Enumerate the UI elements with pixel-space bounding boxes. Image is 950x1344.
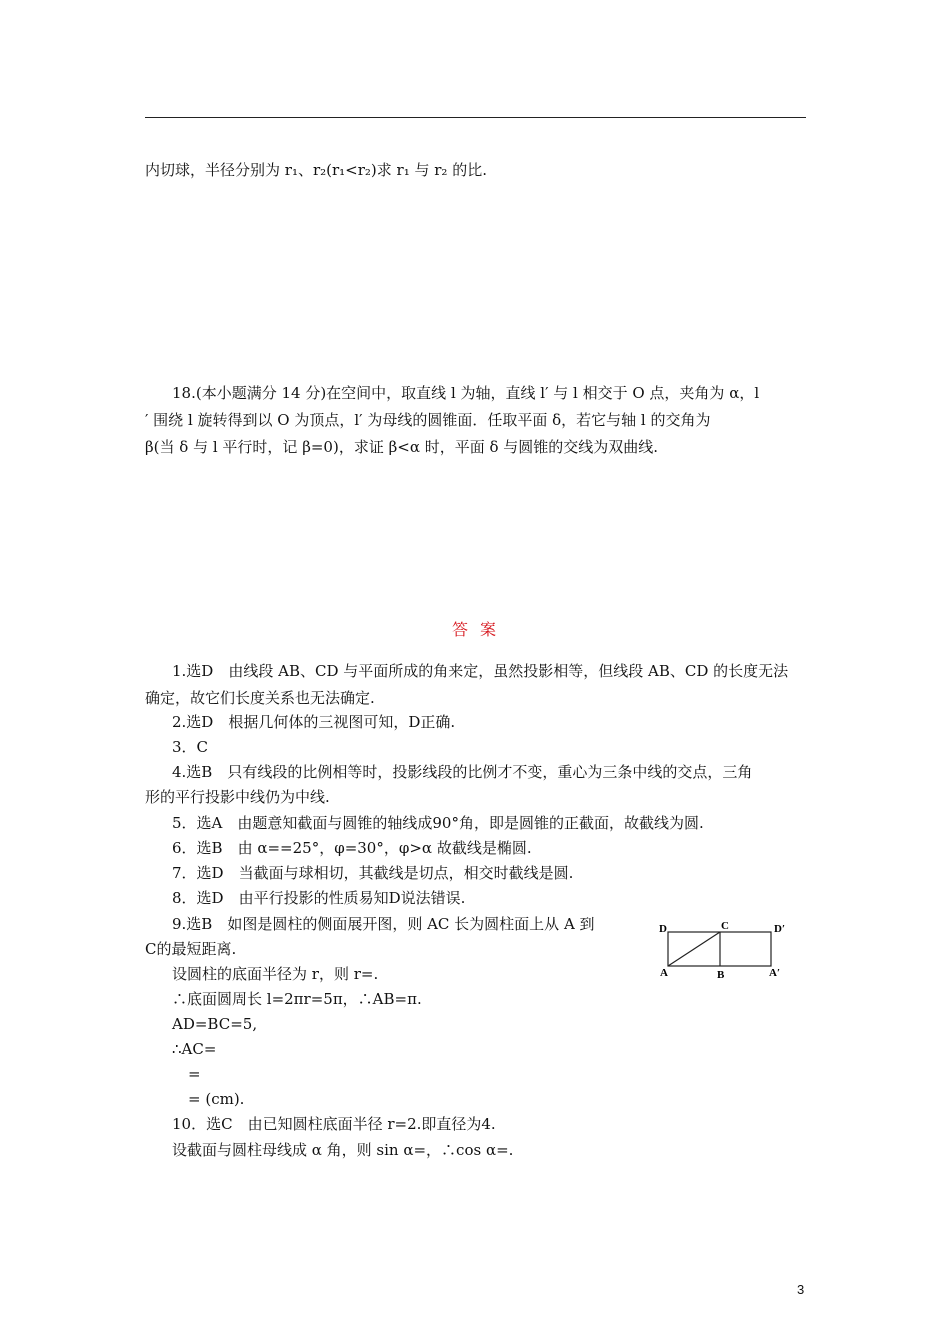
label-b: B [717,969,725,980]
answer-line: 2.选D 根据几何体的三视图可知，D正确. [172,713,456,731]
page-number: 3 [797,1282,805,1297]
answer-line: 9.选B 如图是圆柱的侧面展开图，则 AC 长为圆柱面上从 A 到 [172,915,595,933]
answer-line: = (cm). [188,1090,245,1108]
q18-line-1: 18.(本小题满分 14 分)在空间中，取直线 l 为轴，直线 l′ 与 l 相交于 O 点，夹角为 α，l [172,384,760,402]
answer-line: 确定，故它们长度关系也无法确定. [145,689,375,707]
label-a: A [660,967,668,979]
answer-line: 3．C [172,738,209,756]
answer-line: AD=BC=5, [172,1015,258,1033]
answer-line: 10．选C 由已知圆柱底面半径 r=2.即直径为4. [172,1115,496,1133]
answer-title: 答案 [452,620,509,639]
answer-line: ∴AC= [172,1040,217,1058]
label-c: C [721,920,729,932]
header-rule [145,117,806,118]
answer-line: C的最短距离. [145,940,237,958]
q17-tail: 内切球，半径分别为 r₁、r₂(r₁<r₂)求 r₁ 与 r₂ 的比. [145,161,487,179]
answer-line: 设截面与圆柱母线成 α 角，则 sin α=，∴cos α=. [172,1141,514,1159]
q18-line-3: β(当 δ 与 l 平行时，记 β=0)，求证 β<α 时，平面 δ 与圆锥的交线为双曲线. [145,438,659,456]
answer-line: 8．选D 由平行投影的性质易知D说法错误. [172,889,466,907]
label-d: D [659,923,667,935]
label-a-prime: A′ [769,967,781,979]
answer-line: 形的平行投影中线仍为中线. [145,788,330,806]
answer-line: 设圆柱的底面半径为 r，则 r=. [172,965,379,983]
answer-line: 6．选B 由 α==25°，φ=30°，φ>α 故截线是椭圆. [172,839,532,857]
answer-line: = [188,1065,201,1083]
answer-line: 7．选D 当截面与球相切，其截线是切点，相交时截线是圆. [172,864,574,882]
answer-line: 1.选D 由线段 AB、CD 与平面所成的角来定，虽然投影相等，但线段 AB、CD 的长度无法 [172,662,789,680]
answer-line: 5．选A 由题意知截面与圆锥的轴线成90°角，即是圆锥的正截面，故截线为圆. [172,814,704,832]
answer-line: 4.选B 只有线段的比例相等时，投影线段的比例才不变，重心为三条中线的交点，三角 [172,763,753,781]
label-d-prime: D′ [774,923,786,935]
cylinder-unfold-figure [655,918,795,980]
answer-line: ∴底面圆周长 l=2πr=5π，∴AB=π. [172,990,422,1008]
segment-ac [668,932,720,966]
q18-line-2: ′ 围绕 l 旋转得到以 O 为顶点，l′ 为母线的圆锥面．任取平面 δ，若它与轴 l 的交角为 [145,411,711,429]
